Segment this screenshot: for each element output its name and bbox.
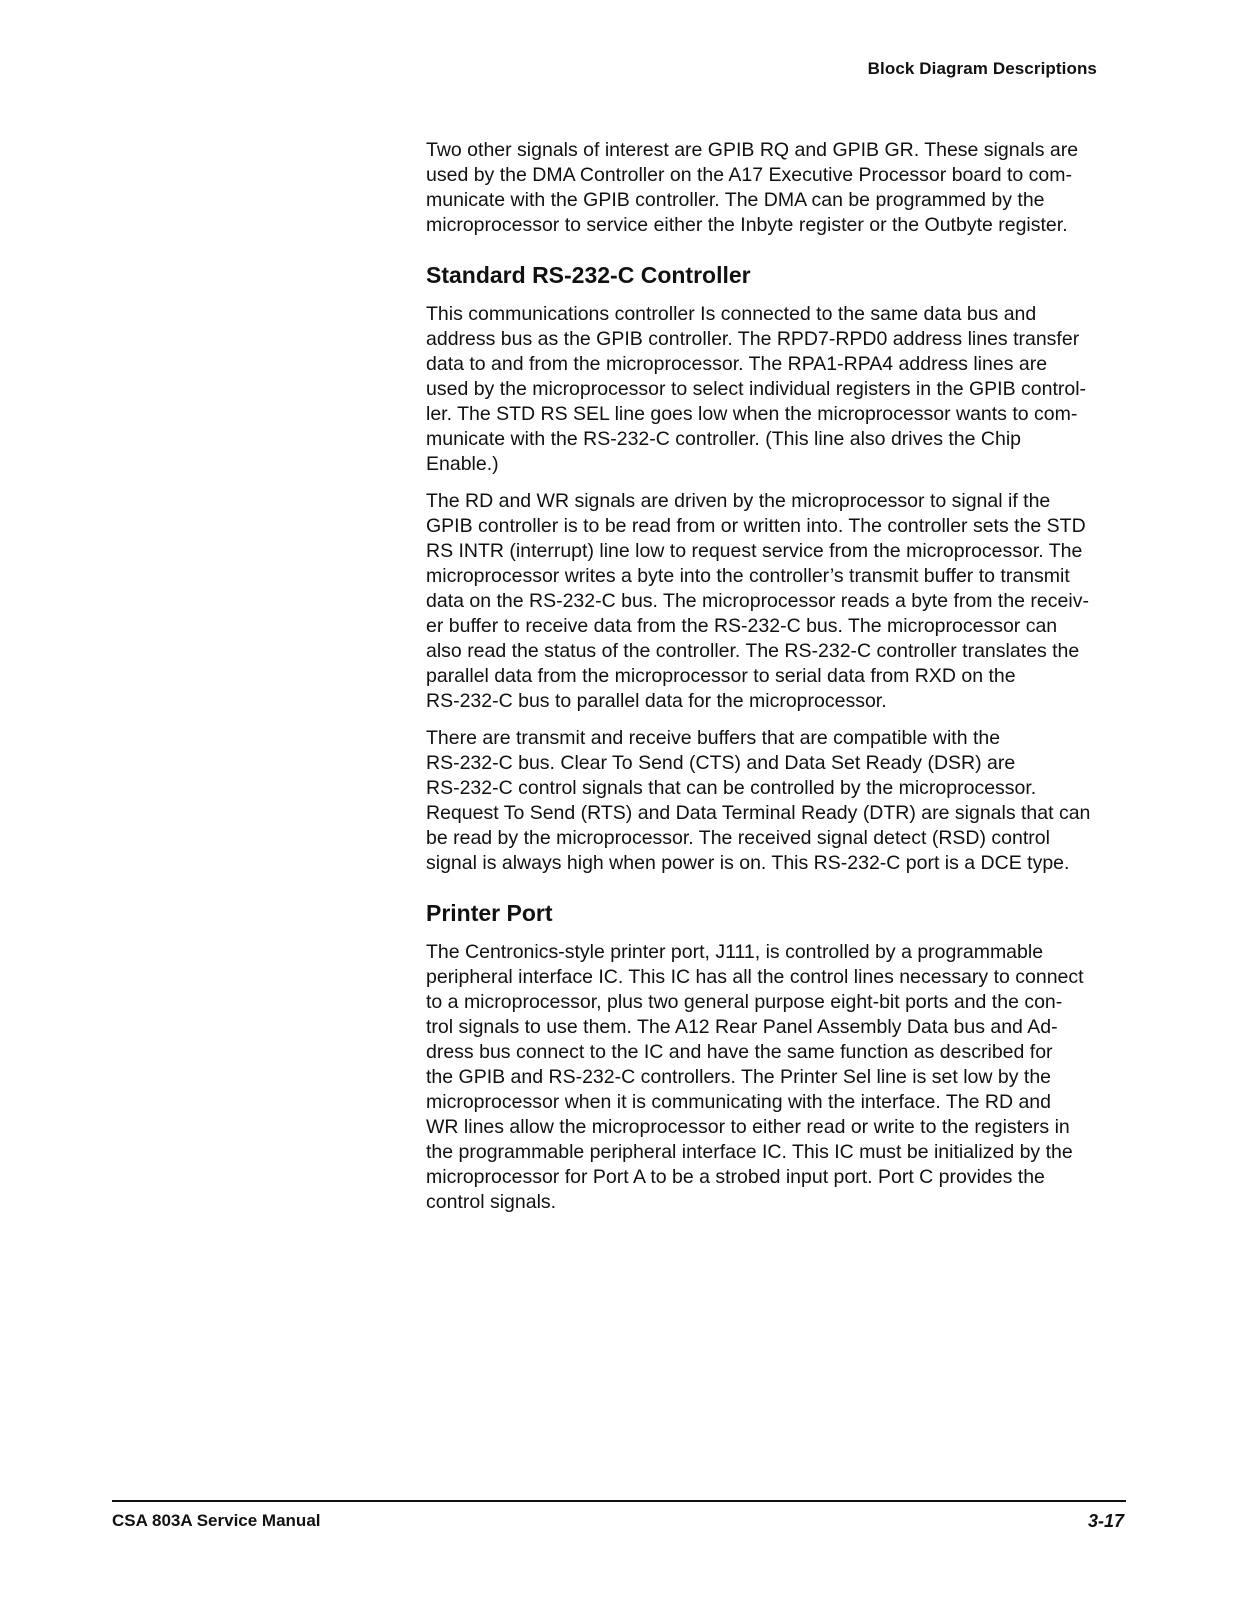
text-line: used by the DMA Controller on the A17 Executive Processor board to com-	[426, 164, 1072, 186]
text-line: RS-232-C bus. Clear To Send (CTS) and Data Set Ready (DSR) are	[426, 752, 1016, 774]
text-line: signal is always high when power is on. This RS-232-C port is a DCE type.	[426, 852, 1070, 874]
text-line: used by the microprocessor to select individual registers in the GPIB control-	[426, 378, 1087, 400]
text-line: also read the status of the controller. The RS-232-C controller translates the	[426, 640, 1080, 662]
text-line: municate with the RS-232-C controller. (This line also drives the Chip	[426, 428, 1022, 450]
text-line: municate with the GPIB controller. The DMA can be programmed by the	[426, 189, 1045, 211]
text-line: microprocessor writes a byte into the controller’s transmit buffer to transmit	[426, 565, 1070, 587]
text-line: WR lines allow the microprocessor to either read or write to the registers in	[426, 1116, 1070, 1138]
text-line: ler. The STD RS SEL line goes low when the microprocessor wants to com-	[426, 403, 1078, 425]
text-line: Two other signals of interest are GPIB RQ and GPIB GR. These signals are	[426, 139, 1079, 161]
text-line: address bus as the GPIB controller. The RPD7-RPD0 address lines transfer	[426, 328, 1080, 350]
text-line: parallel data from the microprocessor to serial data from RXD on the	[426, 665, 1016, 687]
text-line: data on the RS-232-C bus. The microprocessor reads a byte from the receiv-	[426, 590, 1089, 612]
rs232-paragraph-3	[426, 726, 1116, 876]
text-line: GPIB controller is to be read from or written into. The controller sets the STD	[426, 515, 1086, 537]
text-line: RS-232-C bus to parallel data for the microprocessor.	[426, 690, 887, 712]
text-line: dress bus connect to the IC and have the same function as described for	[426, 1041, 1053, 1063]
text-line: the GPIB and RS-232-C controllers. The Printer Sel line is set low by the	[426, 1066, 1052, 1088]
text-line: data to and from the microprocessor. The RPA1-RPA4 address lines are	[426, 353, 1048, 375]
text-line: The RD and WR signals are driven by the microprocessor to signal if the	[426, 490, 1051, 512]
footer-manual-title: CSA 803A Service Manual	[112, 1511, 321, 1530]
text-line: RS INTR (interrupt) line low to request service from the microprocessor. The	[426, 540, 1083, 562]
text-line: microprocessor when it is communicating with the interface. The RD and	[426, 1091, 1051, 1113]
footer-rule	[112, 1500, 1126, 1502]
intro-paragraph	[426, 138, 1116, 238]
text-line: This communications controller Is connected to the same data bus and	[426, 303, 1037, 325]
footer-page-number: 3-17	[1087, 1511, 1124, 1531]
printer-paragraph-1	[426, 940, 1116, 1215]
text-line: to a microprocessor, plus two general purpose eight-bit ports and the con-	[426, 991, 1063, 1013]
text-line: Enable.)	[426, 453, 499, 475]
text-line: microprocessor for Port A to be a strobed input port. Port C provides the	[426, 1166, 1045, 1188]
section-heading-rs232: Standard RS-232-C Controller	[426, 262, 751, 288]
text-line: peripheral interface IC. This IC has all the control lines necessary to connect	[426, 966, 1084, 988]
text-line: The Centronics-style printer port, J111, is controlled by a programmable	[426, 941, 1044, 963]
section-heading-printer-port: Printer Port	[426, 900, 553, 926]
text-line: There are transmit and receive buffers that are compatible with the	[426, 727, 1001, 749]
page-content	[426, 138, 1116, 1227]
text-line: RS-232-C control signals that can be controlled by the microprocessor.	[426, 777, 1037, 799]
text-line: be read by the microprocessor. The received signal detect (RSD) control	[426, 827, 1050, 849]
text-line: the programmable peripheral interface IC. This IC must be initialized by the	[426, 1141, 1073, 1163]
text-line: er buffer to receive data from the RS-232-C bus. The microprocessor can	[426, 615, 1058, 637]
rs232-paragraph-2	[426, 489, 1116, 714]
text-line: trol signals to use them. The A12 Rear Panel Assembly Data bus and Ad-	[426, 1016, 1058, 1038]
text-line: microprocessor to service either the Inbyte register or the Outbyte register.	[426, 214, 1068, 236]
text-line: Request To Send (RTS) and Data Terminal Ready (DTR) are signals that can	[426, 802, 1091, 824]
running-head: Block Diagram Descriptions	[867, 59, 1097, 78]
rs232-paragraph-1	[426, 302, 1116, 477]
text-line: control signals.	[426, 1191, 557, 1213]
